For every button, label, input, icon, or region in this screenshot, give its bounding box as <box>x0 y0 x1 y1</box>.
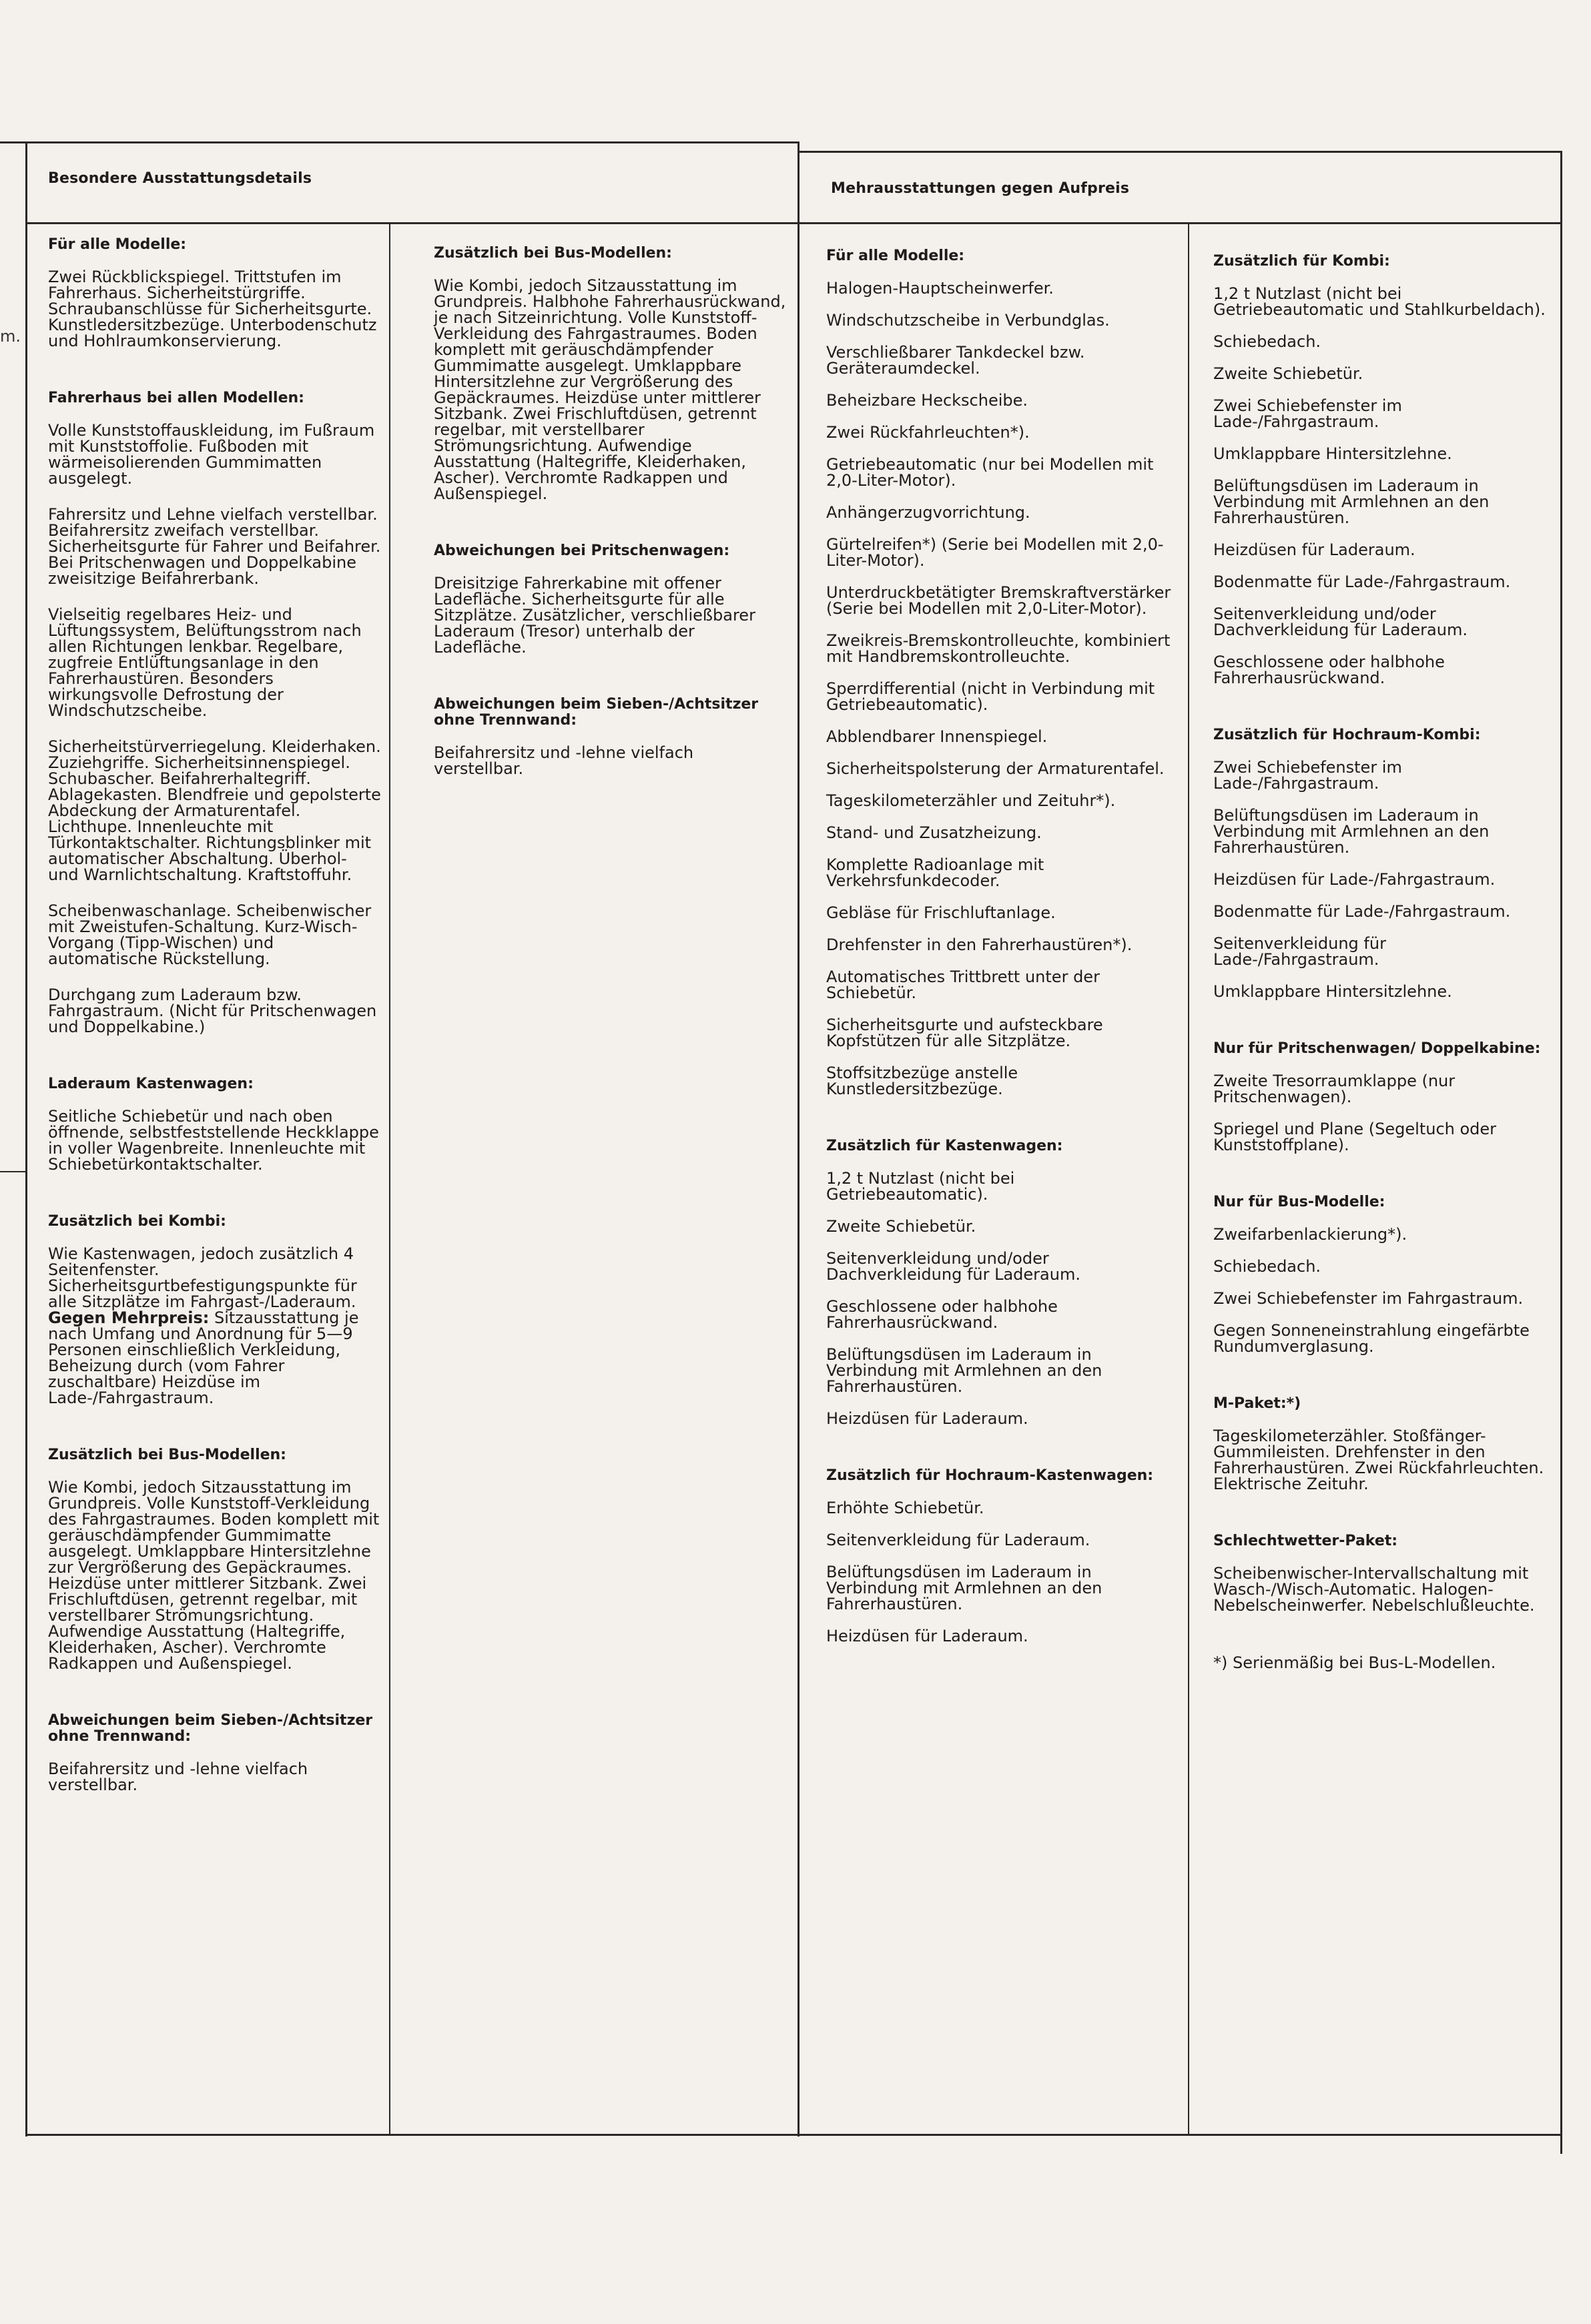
heading: Nur für Bus-Modelle: <box>1213 1194 1385 1210</box>
list-item: Zweite Tresorraumklappe (nur Pritschenwagen). <box>1213 1072 1456 1106</box>
paragraph: Beifahrersitz und -lehne vielfach verstellbar. <box>48 1760 308 1794</box>
list-item: Zweite Schiebetür. <box>826 1217 976 1236</box>
list-item: Gürtelreifen*) (Serie bei Modellen mit 2,0-Liter-Motor). <box>826 535 1164 570</box>
column-2 <box>434 246 787 818</box>
heading: Nur für Pritschenwagen/ Doppelkabine: <box>1213 1040 1541 1057</box>
group-bus <box>434 246 787 502</box>
list-item: Gebläse für Frischluftanlage. <box>826 903 1056 922</box>
list-item: Seitenverkleidung für Laderaum. <box>826 1531 1090 1549</box>
list-item: Scheibenwischer-Intervallschaltung mit Wasch-/Wisch-Automatic. Halogen-Nebelscheinwerfer. Nebelschlußleuchte. <box>1213 1564 1535 1615</box>
group-fahrerhaus <box>48 390 382 1035</box>
list-item: Belüftungsdüsen im Laderaum in Verbindung mit Armlehnen an den Fahrerhaustüren. <box>1213 476 1490 527</box>
list-item: Sperrdifferential (nicht in Verbindung mit Getriebeautomatic). <box>826 679 1155 714</box>
heading: Fahrerhaus bei allen Modellen: <box>48 390 304 406</box>
list-item: 1,2 t Nutzlast (nicht bei Getriebeautomatic). <box>826 1169 1015 1204</box>
right-border <box>1560 151 1562 2154</box>
group-sitzer <box>48 1713 382 1793</box>
list-item: Belüftungsdüsen im Laderaum in Verbindung mit Armlehnen an den Fahrerhaustüren. <box>1213 806 1490 857</box>
heading: Für alle Modelle: <box>826 248 965 264</box>
left-border <box>25 141 27 2137</box>
heading: Zusätzlich bei Kombi: <box>48 1213 226 1230</box>
list-item: Belüftungsdüsen im Laderaum in Verbindung mit Armlehnen an den Fahrerhaustüren. <box>826 1563 1102 1613</box>
list-item: Getriebeautomatic (nur bei Modellen mit 2,0-Liter-Motor). <box>826 455 1154 490</box>
list-item: Zwei Schiebefenster im Lade-/Fahrgastraum. <box>1213 396 1402 431</box>
paragraph <box>48 1310 382 1406</box>
list-item: Heizdüsen für Laderaum. <box>1213 540 1415 559</box>
paragraph: Beifahrersitz und -lehne vielfach verstellbar. <box>434 743 694 778</box>
paragraph: Seitliche Schiebetür und nach oben öffnende, selbstfeststellende Heckklappe in voller Wagenbreite. Innenleuchte mit Schiebetürkontaktschalter. <box>48 1107 379 1174</box>
list-item: Bodenmatte für Lade-/Fahrgastraum. <box>1213 572 1511 591</box>
col-divider-3 <box>1188 224 1189 2135</box>
list-item: Abblendbarer Innenspiegel. <box>826 727 1048 746</box>
list-item: Zweite Schiebetür. <box>1213 364 1363 383</box>
list-item: Zwei Rückfahrleuchten*). <box>826 423 1030 442</box>
edge-fragment: m. <box>0 327 21 346</box>
list-item: Geschlossene oder halbhohe Fahrerhausrückwand. <box>826 1297 1058 1332</box>
list-item: Zweifarbenlackierung*). <box>1213 1225 1407 1244</box>
heading: Abweichungen beim Sieben-/Achtsitzer ohne Trennwand: <box>434 696 759 729</box>
heading: Zusätzlich für Hochraum-Kombi: <box>1213 727 1481 743</box>
lead-text: Sitzausstattung je nach Umfang und Anordnung für 5—9 Personen einschließlich Verkleidung, Beheizung durch (vom Fahrer zuschaltbare) Heizdüse im Lade-/Fahrgastraum. <box>48 1308 359 1407</box>
list-item: Spriegel und Plane (Segeltuch oder Kunststoffplane). <box>1213 1120 1497 1154</box>
left-section-title: Besondere Ausstattungsdetails <box>48 170 312 187</box>
heading: Laderaum Kastenwagen: <box>48 1076 254 1092</box>
bottom-rule <box>25 2134 1562 2136</box>
list-item: Sicherheitspolsterung der Armaturentafel. <box>826 759 1165 778</box>
list-item: Komplette Radioanlage mit Verkehrsfunkdecoder. <box>826 855 1044 890</box>
group-pritsche <box>434 543 787 655</box>
heading: Für alle Modelle: <box>48 236 187 253</box>
group-all-models <box>48 237 382 349</box>
paragraph: Zwei Rückblickspiegel. Trittstufen im Fahrerhaus. Sicherheitstürgriffe. Schraubanschlüsse für Sicherheitsgurte. Kunstledersitzbezüge. Unterbodenschutz und Hohlraumkonservierung. <box>48 268 377 350</box>
heading: M-Paket:*) <box>1213 1395 1301 1412</box>
heading: Zusätzlich bei Bus-Modellen: <box>48 1447 286 1463</box>
column-3 <box>826 248 1180 1685</box>
group-pritschenwagen <box>1213 1041 1554 1153</box>
lead-label: Gegen Mehrpreis: <box>48 1308 210 1327</box>
list-item: Geschlossene oder halbhohe Fahrerhausrückwand. <box>1213 653 1445 687</box>
group-bus <box>48 1447 382 1671</box>
heading: Abweichungen bei Pritschenwagen: <box>434 542 730 559</box>
top-rule-right <box>798 151 1562 153</box>
list-item: Umklappbare Hintersitzlehne. <box>1213 982 1452 1001</box>
side-tick <box>0 1171 25 1172</box>
paragraph: Volle Kunststoffauskleidung, im Fußraum mit Kunststoffolie. Fußboden mit wärmeisolierenden Gummimatten ausgelegt. <box>48 421 375 488</box>
list-item: Windschutzscheibe in Verbundglas. <box>826 311 1110 330</box>
column-4 <box>1213 254 1554 1687</box>
list-item: Sicherheitsgurte und aufsteckbare Kopfstützen für alle Sitzplätze. <box>826 1016 1103 1050</box>
list-item: Verschließbarer Tankdeckel bzw. Geräteraumdeckel. <box>826 343 1085 378</box>
heading: Abweichungen beim Sieben-/Achtsitzer ohne Trennwand: <box>48 1712 373 1745</box>
footnote: *) Serienmäßig bei Bus-L-Modellen. <box>1213 1653 1496 1672</box>
paragraph: Scheibenwaschanlage. Scheibenwischer mit Zweistufen-Schaltung. Kurz-Wisch-Vorgang (Tipp-Wischen) und automatische Rückstellung. <box>48 901 372 968</box>
list-item: Automatisches Trittbrett unter der Schiebetür. <box>826 967 1100 1002</box>
heading: Schlechtwetter-Paket: <box>1213 1533 1398 1549</box>
group-laderaum <box>48 1076 382 1172</box>
list-item: Erhöhte Schiebetür. <box>826 1499 984 1517</box>
list-item: Stoffsitzbezüge anstelle Kunstledersitzbezüge. <box>826 1064 1018 1098</box>
list-item: Belüftungsdüsen im Laderaum in Verbindung mit Armlehnen an den Fahrerhaustüren. <box>826 1345 1102 1396</box>
list-item: Umklappbare Hintersitzlehne. <box>1213 444 1452 463</box>
list-item: 1,2 t Nutzlast (nicht bei Getriebeautomatic und Stahlkurbeldach). <box>1213 284 1546 319</box>
heading: Zusätzlich für Kombi: <box>1213 253 1390 270</box>
list-item: Zwei Schiebefenster im Lade-/Fahrgastraum. <box>1213 758 1402 793</box>
list-item: Zweikreis-Bremskontrolleuchte, kombiniert mit Handbremskontrolleuchte. <box>826 631 1171 666</box>
heading: Zusätzlich für Kastenwagen: <box>826 1138 1063 1154</box>
list-item: Heizdüsen für Laderaum. <box>826 1627 1028 1645</box>
heading: Zusätzlich bei Bus-Modellen: <box>434 245 672 262</box>
list-item: Tageskilometerzähler und Zeituhr*). <box>826 791 1116 810</box>
group-all-models <box>826 248 1180 1097</box>
list-item: Seitenverkleidung für Lade-/Fahrgastraum. <box>1213 934 1386 969</box>
list-item: Seitenverkleidung und/oder Dachverkleidung für Laderaum. <box>826 1249 1080 1284</box>
list-item: Unterdruckbetätigter Bremskraftverstärker (Serie bei Modellen mit 2,0-Liter-Motor). <box>826 583 1171 618</box>
paragraph: Dreisitzige Fahrerkabine mit offener Ladefläche. Sicherheitsgurte für alle Sitzplätze. Zusätzlicher, verschließbarer Laderaum (Tresor) unterhalb der Ladefläche. <box>434 574 755 657</box>
list-item: Drehfenster in den Fahrerhaustüren*). <box>826 935 1133 954</box>
list-item: Tageskilometerzähler. Stoßfänger-Gummileisten. Drehfenster in den Fahrerhaustüren. Zwei Rückfahrleuchten. Elektrische Zeituhr. <box>1213 1427 1544 1493</box>
list-item: Seitenverkleidung und/oder Dachverkleidung für Laderaum. <box>1213 605 1468 639</box>
paragraph: Wie Kastenwagen, jedoch zusätzlich 4 Seitenfenster. Sicherheitsgurtbefestigungspunkte für alle Sitzplätze im Fahrgast-/Laderaum. <box>48 1244 357 1311</box>
list-item: Halogen-Hauptscheinwerfer. <box>826 279 1054 298</box>
list-item: Schiebedach. <box>1213 332 1321 351</box>
group-schlechtwetter-paket <box>1213 1533 1554 1613</box>
paragraph: Durchgang zum Laderaum bzw. Fahrgastraum. (Nicht für Pritschenwagen und Doppelkabine.) <box>48 986 377 1036</box>
right-section-title: Mehrausstattungen gegen Aufpreis <box>831 180 1130 197</box>
column-1 <box>48 237 382 1834</box>
header-rule <box>25 222 1562 224</box>
group-kombi <box>48 1214 382 1406</box>
paragraph: Wie Kombi, jedoch Sitzausstattung im Grundpreis. Volle Kunststoff-Verkleidung des Fahrgastraumes. Boden komplett mit geräuschdämpfender Gummimatte ausgelegt. Umklappbare Hintersitzlehne zur Vergrößerung des Gepäckraumes. Heizdüse unter mittlerer Sitzbank. Zwei Frischluftdüsen, getrennt regelbar, mit verstellbarer Strömungsrichtung. Aufwendige Ausstattung (Haltegriffe, Kleiderhaken, Ascher). Verchromte Radkappen und Außenspiegel. <box>48 1478 380 1673</box>
group-m-paket <box>1213 1396 1554 1492</box>
list-item: Heizdüsen für Lade-/Fahrgastraum. <box>1213 870 1496 889</box>
top-rule <box>0 141 798 143</box>
list-item: Heizdüsen für Laderaum. <box>826 1409 1028 1428</box>
list-item: Gegen Sonneneinstrahlung eingefärbte Rundumverglasung. <box>1213 1321 1530 1356</box>
section-divider <box>798 141 800 2137</box>
paragraph: Vielseitig regelbares Heiz- und Lüftungssystem, Belüftungsstrom nach allen Richtungen lenkbar. Regelbare, zugfreie Entlüftungsanlage in den Fahrerhaustüren. Besonders wirkungsvolle Defrostung der Windschutzscheibe. <box>48 605 362 720</box>
list-item: Stand- und Zusatzheizung. <box>826 823 1042 842</box>
group-hochraum-kombi <box>1213 727 1554 1000</box>
heading: Zusätzlich für Hochraum-Kastenwagen: <box>826 1467 1154 1484</box>
paragraph: Sicherheitstürverriegelung. Kleiderhaken. Zuziehgriffe. Sicherheitsinnenspiegel. Schubascher. Beifahrerhaltegriff. Ablagekasten. Blendfreie und gepolsterte Abdeckung der Armaturentafel. Lichthupe. Innenleuchte mit Türkontaktschalter. Richtungsblinker mit automatischer Abschaltung. Überhol- und Warnlichtschaltung. Kraftstoffuhr. <box>48 737 381 884</box>
paragraph: Wie Kombi, jedoch Sitzausstattung im Grundpreis. Halbhohe Fahrerhausrückwand, je nach Sitzeinrichtung. Volle Kunststoff-Verkleidung des Fahrgastraumes. Boden komplett mit geräuschdämpfender Gummimatte ausgelegt. Umklappbare Hintersitzlehne zur Vergrößerung des Gepäckraumes. Heizdüse unter mittlerer Sitzbank. Zwei Frischluftdüsen, getrennt regelbar, mit verstellbarer Strömungsrichtung. Aufwendige Ausstattung (Haltegriffe, Kleiderhaken, Ascher). Verchromte Radkappen und Außenspiegel. <box>434 276 786 503</box>
list-item: Anhängerzugvorrichtung. <box>826 503 1030 522</box>
paragraph: Fahrersitz und Lehne vielfach verstellbar. Beifahrersitz zweifach verstellbar. Sicherheitsgurte für Fahrer und Beifahrer. Bei Pritschenwagen und Doppelkabine zweisitzige Beifahrerbank. <box>48 505 381 588</box>
list-item: Beheizbare Heckscheibe. <box>826 391 1028 410</box>
group-sitzer <box>434 697 787 777</box>
list-item: Bodenmatte für Lade-/Fahrgastraum. <box>1213 902 1511 921</box>
group-bus-modelle <box>1213 1194 1554 1354</box>
group-kastenwagen <box>826 1138 1180 1427</box>
list-item: Zwei Schiebefenster im Fahrgastraum. <box>1213 1289 1524 1308</box>
group-kombi <box>1213 254 1554 686</box>
group-hochraum-kastenwagen <box>826 1468 1180 1644</box>
list-item: Schiebedach. <box>1213 1257 1321 1276</box>
col-divider-1 <box>389 224 390 2135</box>
